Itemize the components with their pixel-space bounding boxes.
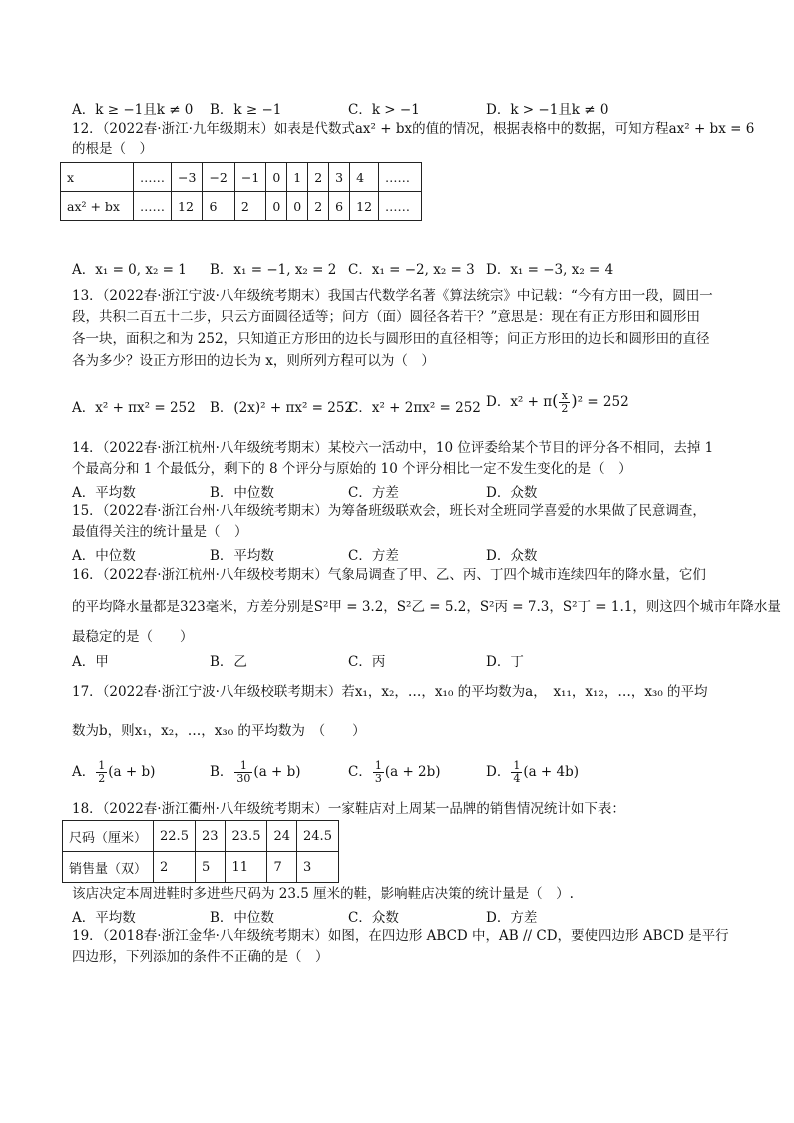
q17-option-c: C． $\frac{1}{3}$ (a + 2b)	[348, 759, 441, 785]
table-row	[61, 192, 422, 221]
table-cell: 11	[225, 852, 267, 883]
table-cell: 7	[267, 852, 297, 883]
q11-option-a: A．k ≥ −1且k ≠ 0	[72, 102, 194, 118]
q19-stem-line2: 四边形，下列添加的条件不正确的是（ ）	[72, 949, 329, 965]
q17-option-d: D． $\frac{1}{4}$ (a + 4b)	[486, 759, 580, 785]
q16-stem-line3: 最稳定的是（ ）	[72, 629, 194, 645]
table-cell: −2	[203, 163, 234, 192]
table-cell: 2	[308, 163, 329, 192]
table-cell: 0	[266, 163, 287, 192]
q11-option-d: D．k > −1且k ≠ 0	[486, 102, 609, 118]
q15-option-b: B．平均数	[210, 548, 274, 564]
table-row	[63, 852, 339, 883]
table-cell: ……	[379, 192, 422, 221]
table-cell: 24.5	[297, 821, 339, 852]
table-cell: 6	[329, 192, 350, 221]
table-cell: ax² + bx	[61, 192, 134, 221]
q12-table	[60, 162, 422, 221]
q12-option-b: B．x₁ = −1, x₂ = 2	[210, 262, 337, 278]
q15-stem-line1: 15．（2022春·浙江台州·八年级统考期末）为筹备班级联欢会，班长对全班同学喜爱的水果做了民意调查，	[72, 503, 706, 519]
q14-option-b: B．中位数	[210, 485, 274, 501]
q14-options	[72, 481, 722, 501]
q17-options	[72, 760, 722, 790]
table-cell: 22.5	[154, 821, 196, 852]
q16-option-c: C．丙	[348, 654, 386, 670]
q17-option-b: B． $\frac{1}{30}$ (a + b)	[210, 759, 301, 785]
q18-stem-line1: 18．（2022春·浙江衢州·八年级统考期末）一家鞋店对上周某一品牌的销售情况统计如下表：	[72, 801, 625, 817]
table-cell: 0	[266, 192, 287, 221]
table-cell: ……	[379, 163, 422, 192]
q13-stem-line1: 13．（2022春·浙江宁波·八年级统考期末）我国古代数学名著《算法统宗》中记载：“今有方田一段，圆田一	[72, 288, 713, 304]
table-cell: −1	[234, 163, 265, 192]
table-row	[61, 163, 422, 192]
q17-option-a: A． $\frac{1}{2}$ (a + b)	[72, 759, 156, 785]
q15-stem-line2: 最值得关注的统计量是（ ）	[72, 524, 248, 540]
q17-option-a-fraction: $\frac{1}{2}$	[98, 759, 106, 785]
q16-stem-line2: 的平均降水量都是323毫米，方差分别是S²甲 = 3.2，S²乙 = 5.2，S²丙 = 7.3，S²丁 = 1.1，则这四个城市年降水量	[72, 599, 781, 615]
q15-options	[72, 544, 722, 564]
table-cell: 2	[234, 192, 265, 221]
q11-options	[72, 98, 722, 118]
q18-table	[62, 820, 339, 883]
q16-stem-line1: 16．（2022春·浙江杭州·八年级校考期末）气象局调查了甲、乙、丙、丁四个城市连续四年的降水量，它们	[72, 567, 706, 583]
q16-option-d: D．丁	[486, 654, 524, 670]
table-cell: −3	[172, 163, 203, 192]
q18-stem-line2: 该店决定本周进鞋时多进些尺码为 23.5 厘米的鞋，影响鞋店决策的统计量是（ ）.	[72, 886, 574, 902]
table-cell: 3	[297, 852, 339, 883]
q16-options	[72, 650, 722, 670]
table-cell: ……	[134, 163, 172, 192]
q13-option-b: B．(2x)² + πx² = 252	[210, 400, 354, 416]
q15-option-d: D．众数	[486, 548, 538, 564]
q15-option-a: A．中位数	[72, 548, 136, 564]
table-cell: 6	[203, 192, 234, 221]
q12-stem-line2: 的根是（ ）	[72, 141, 153, 157]
table-cell: 23.5	[225, 821, 267, 852]
table-cell: 0	[287, 192, 308, 221]
q13-option-d-tail: ² = 252	[577, 394, 629, 410]
q16-option-b: B．乙	[210, 654, 247, 670]
table-cell: x	[61, 163, 134, 192]
q11-option-c: C．k > −1	[348, 102, 420, 118]
q18-option-b: B．中位数	[210, 910, 274, 926]
q17-option-b-fraction: $\frac{1}{30}$	[236, 759, 251, 785]
q12-options	[72, 258, 722, 278]
table-cell: ……	[134, 192, 172, 221]
q15-option-c: C．方差	[348, 548, 399, 564]
q17-stem-line2: 数为b，则x₁，x₂，…，x₃₀ 的平均数为 （ ）	[72, 723, 366, 739]
table-cell: 5	[195, 852, 225, 883]
q16-option-a: A．甲	[72, 654, 109, 670]
table-cell: 4	[350, 163, 379, 192]
q13-option-c: C．x² + 2πx² = 252	[348, 400, 481, 416]
q14-option-a: A．平均数	[72, 485, 136, 501]
q18-option-c: C．众数	[348, 910, 399, 926]
q11-option-b: B．k ≥ −1	[210, 102, 282, 118]
q18-option-d: D．方差	[486, 910, 538, 926]
q18-options	[72, 906, 722, 926]
q13-option-d: D．x² + π( $\frac{x}{2}$ )² = 252	[486, 389, 629, 415]
table-cell: 销售量（双）	[63, 852, 154, 883]
table-cell: 3	[329, 163, 350, 192]
table-cell: 12	[350, 192, 379, 221]
q12-option-c: C．x₁ = −2, x₂ = 3	[348, 262, 475, 278]
q13-stem-line3: 各一块，面积之和为 252，只知道正方形田的边长与圆形田的直径相等；问正方形田的边长和圆形田的直径	[72, 331, 710, 347]
q13-stem-line2: 段，共积二百五十二步，只云方面圆径适等；问方（面）圆径各若干？”意思是：现在有正方形田和圆形田	[72, 309, 700, 325]
table-cell: 23	[195, 821, 225, 852]
table-cell: 2	[154, 852, 196, 883]
q14-stem-line2: 个最高分和 1 个最低分，剩下的 8 个评分与原始的 10 个评分相比一定不发生变化的是（ ）	[72, 461, 632, 477]
q12-option-a: A．x₁ = 0, x₂ = 1	[72, 262, 187, 278]
q19-stem-line1: 19．（2018春·浙江金华·八年级统考期末）如图，在四边形 ABCD 中，AB // CD，要使四边形 ABCD 是平行	[72, 928, 729, 944]
q13-option-d-fraction: $\frac{x}{2}$	[561, 389, 569, 415]
q18-option-a: A．平均数	[72, 910, 136, 926]
table-cell: 12	[172, 192, 203, 221]
q12-option-d: D．x₁ = −3, x₂ = 4	[486, 262, 614, 278]
q12-stem-line1: 12．（2022春·浙江·九年级期末）如表是代数式ax² + bx的值的情况，根据表格中的数据，可知方程ax² + bx = 6	[72, 121, 755, 137]
table-cell: 尺码（厘米）	[63, 821, 154, 852]
q17-stem-line1: 17．（2022春·浙江宁波·八年级校联考期末）若x₁，x₂，…，x₁₀ 的平均数为a， x₁₁，x₁₂，…，x₃₀ 的平均	[72, 684, 708, 700]
q14-option-c: C．方差	[348, 485, 399, 501]
q17-option-d-fraction: $\frac{1}{4}$	[513, 759, 521, 785]
q13-options	[72, 389, 722, 416]
q13-option-d-label: D．x² + π	[486, 394, 553, 410]
table-cell: 24	[267, 821, 297, 852]
table-row	[63, 821, 339, 852]
table-cell: 2	[308, 192, 329, 221]
q13-option-a: A．x² + πx² = 252	[72, 400, 196, 416]
q13-stem-line4: 各为多少？设正方形田的边长为 x，则所列方程可以为（ ）	[72, 353, 435, 369]
q14-option-d: D．众数	[486, 485, 538, 501]
table-cell: 1	[287, 163, 308, 192]
q14-stem-line1: 14．（2022春·浙江杭州·八年级统考期末）某校六一活动中，10 位评委给某个节目的评分各不相同，去掉 1	[72, 440, 714, 456]
q17-option-c-fraction: $\frac{1}{3}$	[374, 759, 382, 785]
